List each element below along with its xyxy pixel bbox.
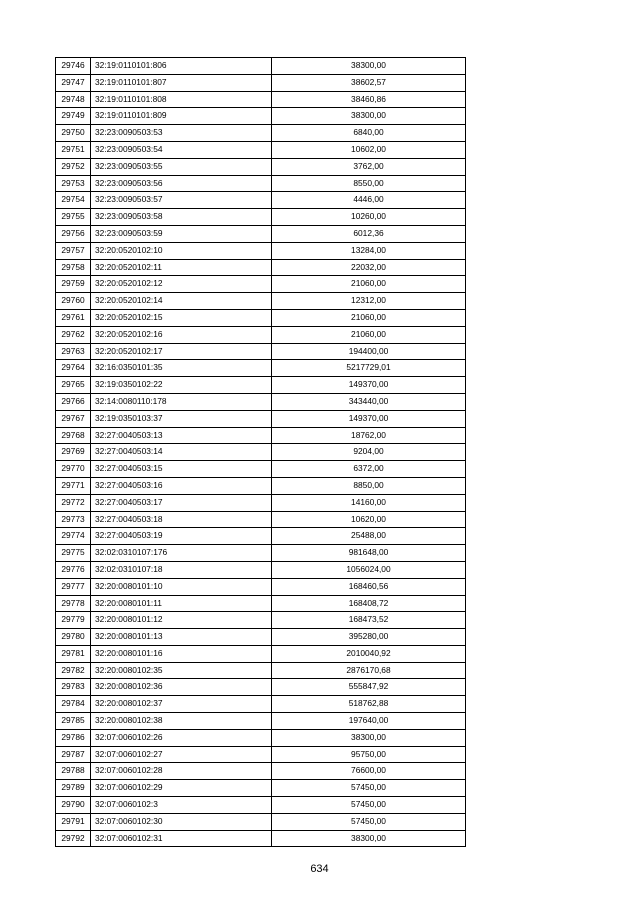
row-number-cell: 29787 xyxy=(56,746,91,763)
row-number-cell: 29766 xyxy=(56,393,91,410)
cadastral-number-cell: 32:20:0520102:17 xyxy=(91,343,272,360)
table-row xyxy=(56,444,466,461)
row-number-cell: 29755 xyxy=(56,209,91,226)
cadastral-number-cell: 32:23:0090503:55 xyxy=(91,158,272,175)
row-number-cell: 29788 xyxy=(56,763,91,780)
table-row xyxy=(56,729,466,746)
table-row xyxy=(56,108,466,125)
table-row xyxy=(56,830,466,847)
value-cell: 18762,00 xyxy=(272,427,466,444)
row-number-cell: 29776 xyxy=(56,561,91,578)
row-number-cell: 29752 xyxy=(56,158,91,175)
value-cell: 518762,88 xyxy=(272,696,466,713)
row-number-cell: 29757 xyxy=(56,242,91,259)
value-cell: 95750,00 xyxy=(272,746,466,763)
cadastral-number-cell: 32:07:0060102:26 xyxy=(91,729,272,746)
row-number-cell: 29749 xyxy=(56,108,91,125)
table-row xyxy=(56,746,466,763)
table-row xyxy=(56,780,466,797)
cadastral-number-cell: 32:07:0060102:3 xyxy=(91,797,272,814)
value-cell: 38300,00 xyxy=(272,58,466,75)
row-number-cell: 29783 xyxy=(56,679,91,696)
value-cell: 21060,00 xyxy=(272,326,466,343)
value-cell: 2010040,92 xyxy=(272,645,466,662)
table-row xyxy=(56,259,466,276)
cadastral-number-cell: 32:23:0090503:53 xyxy=(91,125,272,142)
row-number-cell: 29781 xyxy=(56,645,91,662)
value-cell: 395280,00 xyxy=(272,629,466,646)
cadastral-number-cell: 32:20:0080101:11 xyxy=(91,595,272,612)
table-row xyxy=(56,225,466,242)
row-number-cell: 29762 xyxy=(56,326,91,343)
value-cell: 22032,00 xyxy=(272,259,466,276)
value-cell: 6012,36 xyxy=(272,225,466,242)
row-number-cell: 29746 xyxy=(56,58,91,75)
cadastral-number-cell: 32:27:0040503:13 xyxy=(91,427,272,444)
cadastral-number-cell: 32:02:0310107:18 xyxy=(91,561,272,578)
value-cell: 6372,00 xyxy=(272,461,466,478)
table-row xyxy=(56,763,466,780)
row-number-cell: 29765 xyxy=(56,377,91,394)
row-number-cell: 29784 xyxy=(56,696,91,713)
row-number-cell: 29772 xyxy=(56,494,91,511)
row-number-cell: 29774 xyxy=(56,528,91,545)
table-row xyxy=(56,91,466,108)
cadastral-number-cell: 32:07:0060102:29 xyxy=(91,780,272,797)
row-number-cell: 29750 xyxy=(56,125,91,142)
table-row xyxy=(56,528,466,545)
row-number-cell: 29767 xyxy=(56,410,91,427)
cadastral-number-cell: 32:20:0080101:12 xyxy=(91,612,272,629)
cadastral-number-cell: 32:14:0080110:178 xyxy=(91,393,272,410)
value-cell: 168473,52 xyxy=(272,612,466,629)
cadastral-number-cell: 32:20:0520102:15 xyxy=(91,309,272,326)
table-row xyxy=(56,242,466,259)
cadastral-number-cell: 32:27:0040503:14 xyxy=(91,444,272,461)
value-cell: 197640,00 xyxy=(272,713,466,730)
value-cell: 3762,00 xyxy=(272,158,466,175)
table-row xyxy=(56,360,466,377)
table-row xyxy=(56,209,466,226)
table-row xyxy=(56,326,466,343)
value-cell: 168408,72 xyxy=(272,595,466,612)
cadastral-number-cell: 32:27:0040503:16 xyxy=(91,477,272,494)
cadastral-number-cell: 32:19:0350102:22 xyxy=(91,377,272,394)
cadastral-number-cell: 32:27:0040503:19 xyxy=(91,528,272,545)
row-number-cell: 29782 xyxy=(56,662,91,679)
row-number-cell: 29779 xyxy=(56,612,91,629)
cadastral-number-cell: 32:07:0060102:27 xyxy=(91,746,272,763)
cadastral-number-cell: 32:20:0520102:10 xyxy=(91,242,272,259)
table-row xyxy=(56,713,466,730)
row-number-cell: 29760 xyxy=(56,293,91,310)
value-cell: 149370,00 xyxy=(272,410,466,427)
cadastral-number-cell: 32:20:0080101:10 xyxy=(91,578,272,595)
value-cell: 13284,00 xyxy=(272,242,466,259)
table-row xyxy=(56,158,466,175)
cadastral-number-cell: 32:19:0110101:806 xyxy=(91,58,272,75)
cadastral-number-cell: 32:23:0090503:58 xyxy=(91,209,272,226)
cadastral-number-cell: 32:20:0080102:38 xyxy=(91,713,272,730)
cadastral-number-cell: 32:27:0040503:15 xyxy=(91,461,272,478)
row-number-cell: 29754 xyxy=(56,192,91,209)
value-cell: 194400,00 xyxy=(272,343,466,360)
cadastral-number-cell: 32:23:0090503:56 xyxy=(91,175,272,192)
table-row xyxy=(56,595,466,612)
table-row xyxy=(56,679,466,696)
row-number-cell: 29770 xyxy=(56,461,91,478)
row-number-cell: 29759 xyxy=(56,276,91,293)
row-number-cell: 29785 xyxy=(56,713,91,730)
cadastral-number-cell: 32:19:0110101:809 xyxy=(91,108,272,125)
table-row xyxy=(56,494,466,511)
value-cell: 981648,00 xyxy=(272,545,466,562)
data-table xyxy=(55,57,466,847)
table-row xyxy=(56,511,466,528)
table-row xyxy=(56,813,466,830)
table-row xyxy=(56,561,466,578)
value-cell: 5217729,01 xyxy=(272,360,466,377)
value-cell: 8550,00 xyxy=(272,175,466,192)
row-number-cell: 29747 xyxy=(56,74,91,91)
row-number-cell: 29756 xyxy=(56,225,91,242)
row-number-cell: 29775 xyxy=(56,545,91,562)
value-cell: 38300,00 xyxy=(272,830,466,847)
cadastral-number-cell: 32:23:0090503:57 xyxy=(91,192,272,209)
table-row xyxy=(56,393,466,410)
value-cell: 8850,00 xyxy=(272,477,466,494)
value-cell: 57450,00 xyxy=(272,813,466,830)
value-cell: 168460,56 xyxy=(272,578,466,595)
table-row xyxy=(56,309,466,326)
table-row xyxy=(56,427,466,444)
cadastral-number-cell: 32:27:0040503:17 xyxy=(91,494,272,511)
row-number-cell: 29780 xyxy=(56,629,91,646)
value-cell: 9204,00 xyxy=(272,444,466,461)
row-number-cell: 29764 xyxy=(56,360,91,377)
value-cell: 21060,00 xyxy=(272,309,466,326)
table-row xyxy=(56,477,466,494)
table-row xyxy=(56,545,466,562)
row-number-cell: 29769 xyxy=(56,444,91,461)
table-body xyxy=(56,58,466,847)
value-cell: 12312,00 xyxy=(272,293,466,310)
table-row xyxy=(56,629,466,646)
row-number-cell: 29790 xyxy=(56,797,91,814)
table-row xyxy=(56,343,466,360)
cadastral-number-cell: 32:07:0060102:31 xyxy=(91,830,272,847)
page-number: 634 xyxy=(310,863,329,875)
value-cell: 25488,00 xyxy=(272,528,466,545)
value-cell: 38602,57 xyxy=(272,74,466,91)
row-number-cell: 29761 xyxy=(56,309,91,326)
cadastral-number-cell: 32:27:0040503:18 xyxy=(91,511,272,528)
row-number-cell: 29753 xyxy=(56,175,91,192)
table-row xyxy=(56,74,466,91)
value-cell: 21060,00 xyxy=(272,276,466,293)
value-cell: 10602,00 xyxy=(272,141,466,158)
cadastral-number-cell: 32:19:0110101:807 xyxy=(91,74,272,91)
value-cell: 38300,00 xyxy=(272,108,466,125)
value-cell: 555847,92 xyxy=(272,679,466,696)
cadastral-number-cell: 32:20:0520102:14 xyxy=(91,293,272,310)
cadastral-number-cell: 32:20:0080102:36 xyxy=(91,679,272,696)
table-row xyxy=(56,125,466,142)
row-number-cell: 29771 xyxy=(56,477,91,494)
cadastral-number-cell: 32:07:0060102:28 xyxy=(91,763,272,780)
row-number-cell: 29773 xyxy=(56,511,91,528)
row-number-cell: 29758 xyxy=(56,259,91,276)
cadastral-number-cell: 32:20:0520102:16 xyxy=(91,326,272,343)
row-number-cell: 29778 xyxy=(56,595,91,612)
value-cell: 76600,00 xyxy=(272,763,466,780)
table-row xyxy=(56,578,466,595)
cadastral-number-cell: 32:20:0080102:37 xyxy=(91,696,272,713)
row-number-cell: 29748 xyxy=(56,91,91,108)
table-row xyxy=(56,612,466,629)
table-row xyxy=(56,797,466,814)
table-row xyxy=(56,175,466,192)
row-number-cell: 29763 xyxy=(56,343,91,360)
row-number-cell: 29791 xyxy=(56,813,91,830)
value-cell: 57450,00 xyxy=(272,797,466,814)
cadastral-number-cell: 32:19:0110101:808 xyxy=(91,91,272,108)
value-cell: 10620,00 xyxy=(272,511,466,528)
cadastral-number-cell: 32:23:0090503:59 xyxy=(91,225,272,242)
value-cell: 343440,00 xyxy=(272,393,466,410)
table-row xyxy=(56,645,466,662)
cadastral-number-cell: 32:23:0090503:54 xyxy=(91,141,272,158)
cadastral-number-cell: 32:02:0310107:176 xyxy=(91,545,272,562)
value-cell: 38300,00 xyxy=(272,729,466,746)
value-cell: 2876170,68 xyxy=(272,662,466,679)
value-cell: 6840,00 xyxy=(272,125,466,142)
table-row xyxy=(56,461,466,478)
row-number-cell: 29777 xyxy=(56,578,91,595)
value-cell: 38460,86 xyxy=(272,91,466,108)
cadastral-number-cell: 32:16:0350101:35 xyxy=(91,360,272,377)
row-number-cell: 29751 xyxy=(56,141,91,158)
table-row xyxy=(56,377,466,394)
cadastral-number-cell: 32:07:0060102:30 xyxy=(91,813,272,830)
value-cell: 149370,00 xyxy=(272,377,466,394)
table-row xyxy=(56,662,466,679)
table-row xyxy=(56,276,466,293)
row-number-cell: 29789 xyxy=(56,780,91,797)
table-row xyxy=(56,192,466,209)
table-row xyxy=(56,293,466,310)
table-row xyxy=(56,410,466,427)
cadastral-number-cell: 32:20:0080102:35 xyxy=(91,662,272,679)
value-cell: 57450,00 xyxy=(272,780,466,797)
cadastral-number-cell: 32:19:0350103:37 xyxy=(91,410,272,427)
cadastral-number-cell: 32:20:0080101:13 xyxy=(91,629,272,646)
cadastral-number-cell: 32:20:0080101:16 xyxy=(91,645,272,662)
cadastral-number-cell: 32:20:0520102:11 xyxy=(91,259,272,276)
row-number-cell: 29768 xyxy=(56,427,91,444)
value-cell: 10260,00 xyxy=(272,209,466,226)
value-cell: 4446,00 xyxy=(272,192,466,209)
cadastral-number-cell: 32:20:0520102:12 xyxy=(91,276,272,293)
row-number-cell: 29792 xyxy=(56,830,91,847)
table-row xyxy=(56,58,466,75)
table-row xyxy=(56,696,466,713)
table-row xyxy=(56,141,466,158)
value-cell: 14160,00 xyxy=(272,494,466,511)
row-number-cell: 29786 xyxy=(56,729,91,746)
value-cell: 1056024,00 xyxy=(272,561,466,578)
